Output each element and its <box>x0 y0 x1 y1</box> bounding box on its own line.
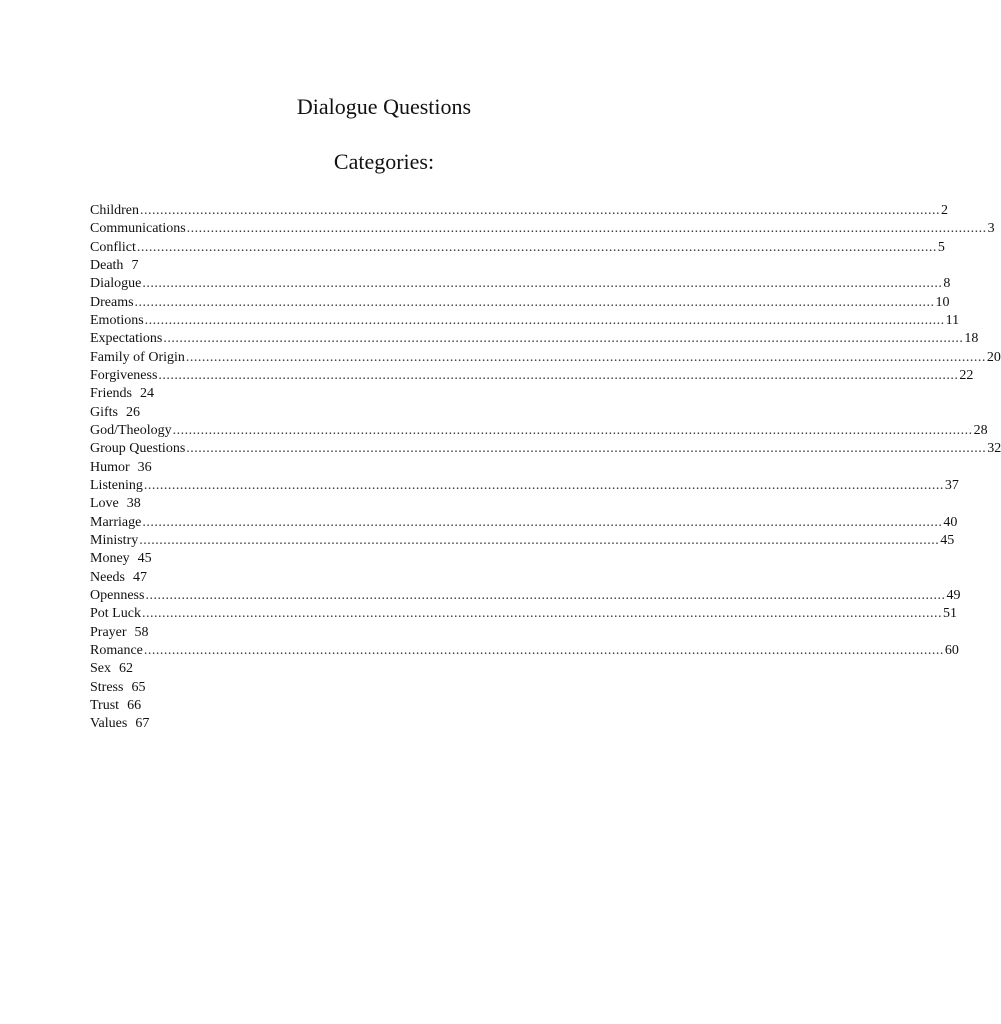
toc-entry-page-number: 2 <box>941 203 948 218</box>
toc-entry[interactable] <box>90 312 960 330</box>
dot-leader: ........................................................................................................................................................................................................ <box>142 514 943 530</box>
toc-entry-label: Dialogue <box>90 276 142 292</box>
toc-entry[interactable] <box>90 202 948 220</box>
toc-entry-page-number: 26 <box>126 404 140 420</box>
toc-entry[interactable] <box>90 294 950 312</box>
dot-leader: ........................................................................................................................................................................................................ <box>172 422 973 438</box>
toc-entry-label: Money <box>90 551 130 567</box>
toc-entry[interactable] <box>90 220 995 238</box>
toc-entry-page-number: 3 <box>987 221 995 237</box>
toc-entry-page-number: 7 <box>131 257 139 273</box>
toc-entry-page-number: 5 <box>937 239 945 255</box>
toc-entry-label: Humor <box>90 459 130 475</box>
toc-entry[interactable] <box>90 477 959 495</box>
toc-entry-label: Friends <box>90 386 132 402</box>
toc-entry-label: Group Questions <box>90 441 186 457</box>
toc-entry-label: Openness <box>90 587 145 603</box>
dot-leader: ........................................................................................................................................................................................................ <box>139 532 940 548</box>
toc-entry-label: Forgiveness <box>90 367 158 383</box>
toc-entry-page-number: 11 <box>945 312 960 328</box>
dot-leader: ........................................................................................................................................................................................................ <box>158 367 959 383</box>
toc-entry[interactable] <box>90 367 974 385</box>
toc-entry[interactable] <box>90 239 945 257</box>
toc-entry[interactable] <box>90 715 678 733</box>
toc-entry-label: Children <box>90 203 139 218</box>
dot-leader: ........................................................................................................................................................................................................ <box>140 203 940 218</box>
toc-entry-label: Values <box>90 716 128 732</box>
toc-entry-label: Emotions <box>90 312 144 328</box>
toc-entry-page-number: 20 <box>986 349 1001 365</box>
toc-entry-label: Trust <box>90 697 120 713</box>
toc-entry-page-number: 45 <box>137 551 152 567</box>
toc-entry-page-number: 24 <box>140 386 154 402</box>
dot-leader: ........................................................................................................................................................................................................ <box>186 441 987 457</box>
categories-heading: Categories: <box>333 149 435 174</box>
toc-entry-page-number: 45 <box>940 532 955 548</box>
toc-entry-label: Love <box>90 496 119 512</box>
toc-entry-page-number: 66 <box>127 697 142 713</box>
toc-entry-label: Death <box>90 257 124 273</box>
toc-entry[interactable] <box>90 404 678 422</box>
dot-leader: ........................................................................................................................................................................................................ <box>185 349 986 365</box>
document-title: Dialogue Questions <box>296 94 472 119</box>
toc-entry-page-number: 67 <box>135 716 150 732</box>
table-of-contents <box>90 202 1001 734</box>
toc-entry[interactable] <box>90 349 1001 367</box>
toc-entry-label: Marriage <box>90 514 142 530</box>
toc-entry-page-number: 18 <box>964 331 979 347</box>
toc-entry[interactable] <box>90 697 678 715</box>
toc-entry-page-number: 22 <box>959 367 974 383</box>
toc-entry[interactable] <box>90 660 678 678</box>
toc-entry[interactable] <box>90 642 959 660</box>
toc-entry[interactable] <box>90 330 979 348</box>
toc-entry[interactable] <box>90 257 678 275</box>
toc-entry[interactable] <box>90 587 961 605</box>
toc-entry-label: Conflict <box>90 239 136 255</box>
toc-entry-page-number: 28 <box>973 422 988 438</box>
toc-entry[interactable] <box>90 459 678 477</box>
dot-leader: ........................................................................................................................................................................................................ <box>163 331 964 347</box>
toc-entry-label: Romance <box>90 642 143 658</box>
dot-leader: ........................................................................................................................................................................................................ <box>141 606 942 622</box>
dot-leader: ........................................................................................................................................................................................................ <box>144 312 945 328</box>
toc-entry-page-number: 62 <box>119 661 133 677</box>
toc-entry-page-number: 38 <box>126 496 141 512</box>
dot-leader: ........................................................................................................................................................................................................ <box>142 276 943 292</box>
toc-entry-label: Communications <box>90 221 186 237</box>
toc-entry-page-number: 49 <box>946 587 961 603</box>
toc-entry-page-number: 51 <box>942 606 957 622</box>
toc-entry-page-number: 60 <box>944 642 959 658</box>
toc-entry[interactable] <box>90 550 678 568</box>
toc-entry[interactable] <box>90 440 1001 458</box>
dot-leader: ........................................................................................................................................................................................................ <box>136 239 937 255</box>
dot-leader: ........................................................................................................................................................................................................ <box>134 294 935 310</box>
toc-entry[interactable] <box>90 624 678 642</box>
toc-entry[interactable] <box>90 495 678 513</box>
toc-entry-label: Pot Luck <box>90 606 141 622</box>
toc-entry[interactable] <box>90 679 678 697</box>
toc-entry-page-number: 65 <box>131 679 146 695</box>
toc-entry[interactable] <box>90 385 678 403</box>
toc-entry-label: Family of Origin <box>90 349 185 365</box>
toc-entry-label: God/Theology <box>90 422 172 438</box>
toc-entry-page-number: 8 <box>943 276 951 292</box>
toc-entry-label: Sex <box>90 661 111 677</box>
toc-entry[interactable] <box>90 569 678 587</box>
dot-leader: ........................................................................................................................................................................................................ <box>186 221 987 237</box>
toc-entry-label: Stress <box>90 679 124 695</box>
toc-entry-page-number: 32 <box>987 441 1001 457</box>
toc-entry[interactable] <box>90 275 951 293</box>
toc-entry-label: Expectations <box>90 331 163 347</box>
toc-entry[interactable] <box>90 514 958 532</box>
dot-leader: ........................................................................................................................................................................................................ <box>145 587 946 603</box>
toc-entry-page-number: 47 <box>133 569 147 585</box>
toc-entry[interactable] <box>90 422 988 440</box>
toc-entry-page-number: 40 <box>943 514 958 530</box>
toc-entry-label: Gifts <box>90 404 118 420</box>
toc-entry-page-number: 36 <box>137 459 152 475</box>
toc-entry-label: Needs <box>90 569 125 585</box>
dot-leader: ........................................................................................................................................................................................................ <box>143 477 944 493</box>
dot-leader: ........................................................................................................................................................................................................ <box>143 642 944 658</box>
toc-entry-page-number: 10 <box>935 294 950 310</box>
toc-entry-label: Listening <box>90 477 143 493</box>
toc-entry[interactable] <box>90 532 955 550</box>
toc-entry-page-number: 58 <box>134 624 149 640</box>
toc-entry-label: Dreams <box>90 294 134 310</box>
toc-entry[interactable] <box>90 605 957 623</box>
toc-entry-label: Prayer <box>90 624 127 640</box>
toc-entry-page-number: 37 <box>944 477 959 493</box>
toc-entry-label: Ministry <box>90 532 139 548</box>
